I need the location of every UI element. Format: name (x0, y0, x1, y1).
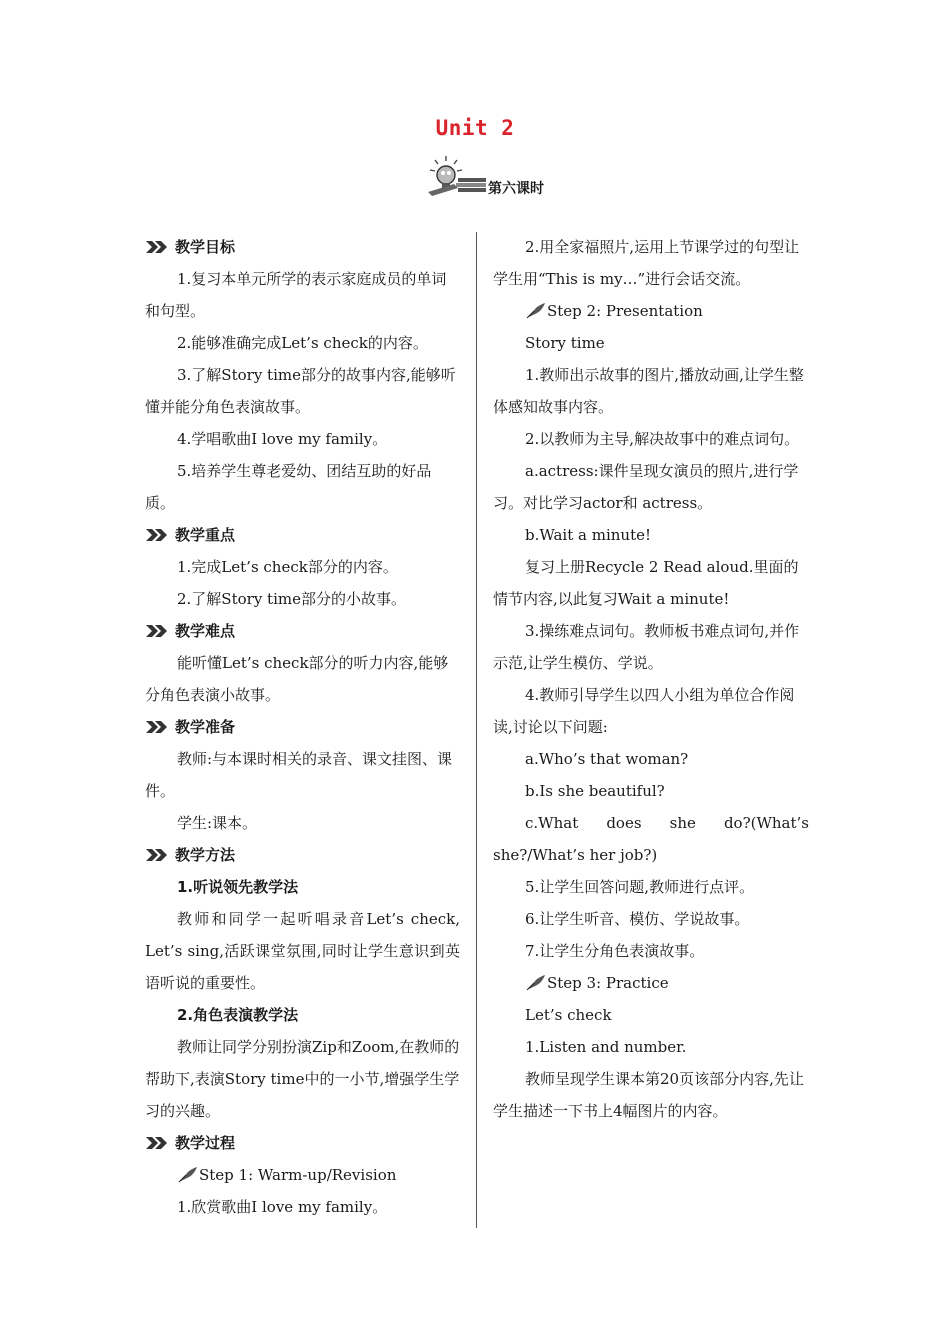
heading-text: 教学准备 (175, 718, 236, 736)
step-text: Step 3: Practice (547, 974, 669, 992)
paragraph: 4.教师引导学生以四人小组为单位合作阅读,讨论以下问题: (493, 686, 795, 736)
question: b.Is she beautiful? (525, 782, 665, 800)
paragraph: 5.让学生回答问题,教师进行点评。 (525, 878, 755, 896)
paragraph: 6.让学生听音、模仿、学说故事。 (525, 910, 750, 928)
paragraph: 2.以教师为主导,解决故事中的难点词句。 (525, 430, 800, 448)
lesson-number: 第六课时 (488, 181, 544, 197)
paragraph: b.Wait a minute! (525, 526, 652, 544)
paragraph: 教师呈现学生课本第20页该部分内容,先让学生描述一下书上4幅图片的内容。 (493, 1070, 804, 1120)
heading-text: 教学难点 (175, 622, 236, 640)
heading-text: 教学重点 (175, 526, 236, 544)
step-heading (145, 1159, 460, 1191)
question: c.What does she do?(What’s (525, 814, 809, 832)
double-chevron-icon (145, 239, 169, 255)
lightbulb-books-icon (424, 154, 488, 200)
quill-icon (177, 1166, 199, 1184)
paragraph: 3.了解Story time部分的故事内容,能够听懂并能分角色表演故事。 (145, 366, 456, 416)
paragraph: Let’s check (525, 1006, 612, 1024)
paragraph: 1.教师出示故事的图片,播放动画,让学生整体感知故事内容。 (493, 366, 804, 416)
section-heading (145, 1127, 460, 1159)
section-heading (145, 519, 460, 551)
heading-text: 教学目标 (175, 238, 236, 256)
section-heading (145, 615, 460, 647)
paragraph: 1.完成Let’s check部分的内容。 (177, 558, 398, 576)
paragraph: 7.让学生分角色表演故事。 (525, 942, 705, 960)
question-continued: she?/What’s her job?) (493, 846, 658, 864)
paragraph: 1.Listen and number. (525, 1038, 687, 1056)
lesson-header (424, 154, 564, 200)
method-title: 2.角色表演教学法 (177, 1006, 299, 1024)
method-title: 1.听说领先教学法 (177, 878, 299, 896)
paragraph: 教师:与本课时相关的录音、课文挂图、课件。 (145, 750, 453, 800)
step-heading (493, 967, 809, 999)
paragraph: 学生:课本。 (177, 814, 258, 832)
double-chevron-icon (145, 847, 169, 863)
double-chevron-icon (145, 719, 169, 735)
section-heading (145, 231, 460, 263)
paragraph: 1.复习本单元所学的表示家庭成员的单词和句型。 (145, 270, 447, 320)
double-chevron-icon (145, 1135, 169, 1151)
paragraph: 2.用全家福照片,运用上节课学过的句型让学生用“This is my…”进行会话交流。 (493, 238, 800, 288)
paragraph: 2.能够准确完成Let’s check的内容。 (177, 334, 428, 352)
column-divider (476, 232, 477, 1228)
section-heading (145, 711, 460, 743)
paragraph: 1.欣赏歌曲I love my family。 (177, 1198, 388, 1216)
quill-icon (525, 974, 547, 992)
paragraph: 5.培养学生尊老爱幼、团结互助的好品质。 (145, 462, 432, 512)
quill-icon (525, 302, 547, 320)
page-title: Unit 2 (435, 116, 515, 140)
paragraph: Story time (525, 334, 605, 352)
paragraph: 教师让同学分别扮演Zip和Zoom,在教师的帮助下,表演Story time中的一小节,增强学生学习的兴趣。 (145, 1038, 460, 1120)
heading-text: 教学过程 (175, 1134, 236, 1152)
section-heading (145, 839, 460, 871)
step-text: Step 1: Warm-up/Revision (199, 1166, 397, 1184)
step-text: Step 2: Presentation (547, 302, 703, 320)
double-chevron-icon (145, 527, 169, 543)
paragraph: 3.操练难点词句。教师板书难点词句,并作示范,让学生模仿、学说。 (493, 622, 800, 672)
paragraph: 2.了解Story time部分的小故事。 (177, 590, 406, 608)
right-column (493, 231, 809, 1127)
paragraph: 4.学唱歌曲I love my family。 (177, 430, 388, 448)
double-chevron-icon (145, 623, 169, 639)
step-heading (493, 295, 809, 327)
paragraph: a.actress:课件呈现女演员的照片,进行学习。对比学习actor和 actress。 (493, 462, 799, 512)
paragraph: 复习上册Recycle 2 Read aloud.里面的情节内容,以此复习Wait a minute! (493, 558, 799, 608)
question: a.Who’s that woman? (525, 750, 689, 768)
left-column (145, 231, 460, 1223)
paragraph: 教师和同学一起听唱录音Let’s check, Let’s sing,活跃课堂氛围,同时让学生意识到英语听说的重要性。 (145, 910, 460, 992)
paragraph: 能听懂Let’s check部分的听力内容,能够分角色表演小故事。 (145, 654, 449, 704)
heading-text: 教学方法 (175, 846, 236, 864)
